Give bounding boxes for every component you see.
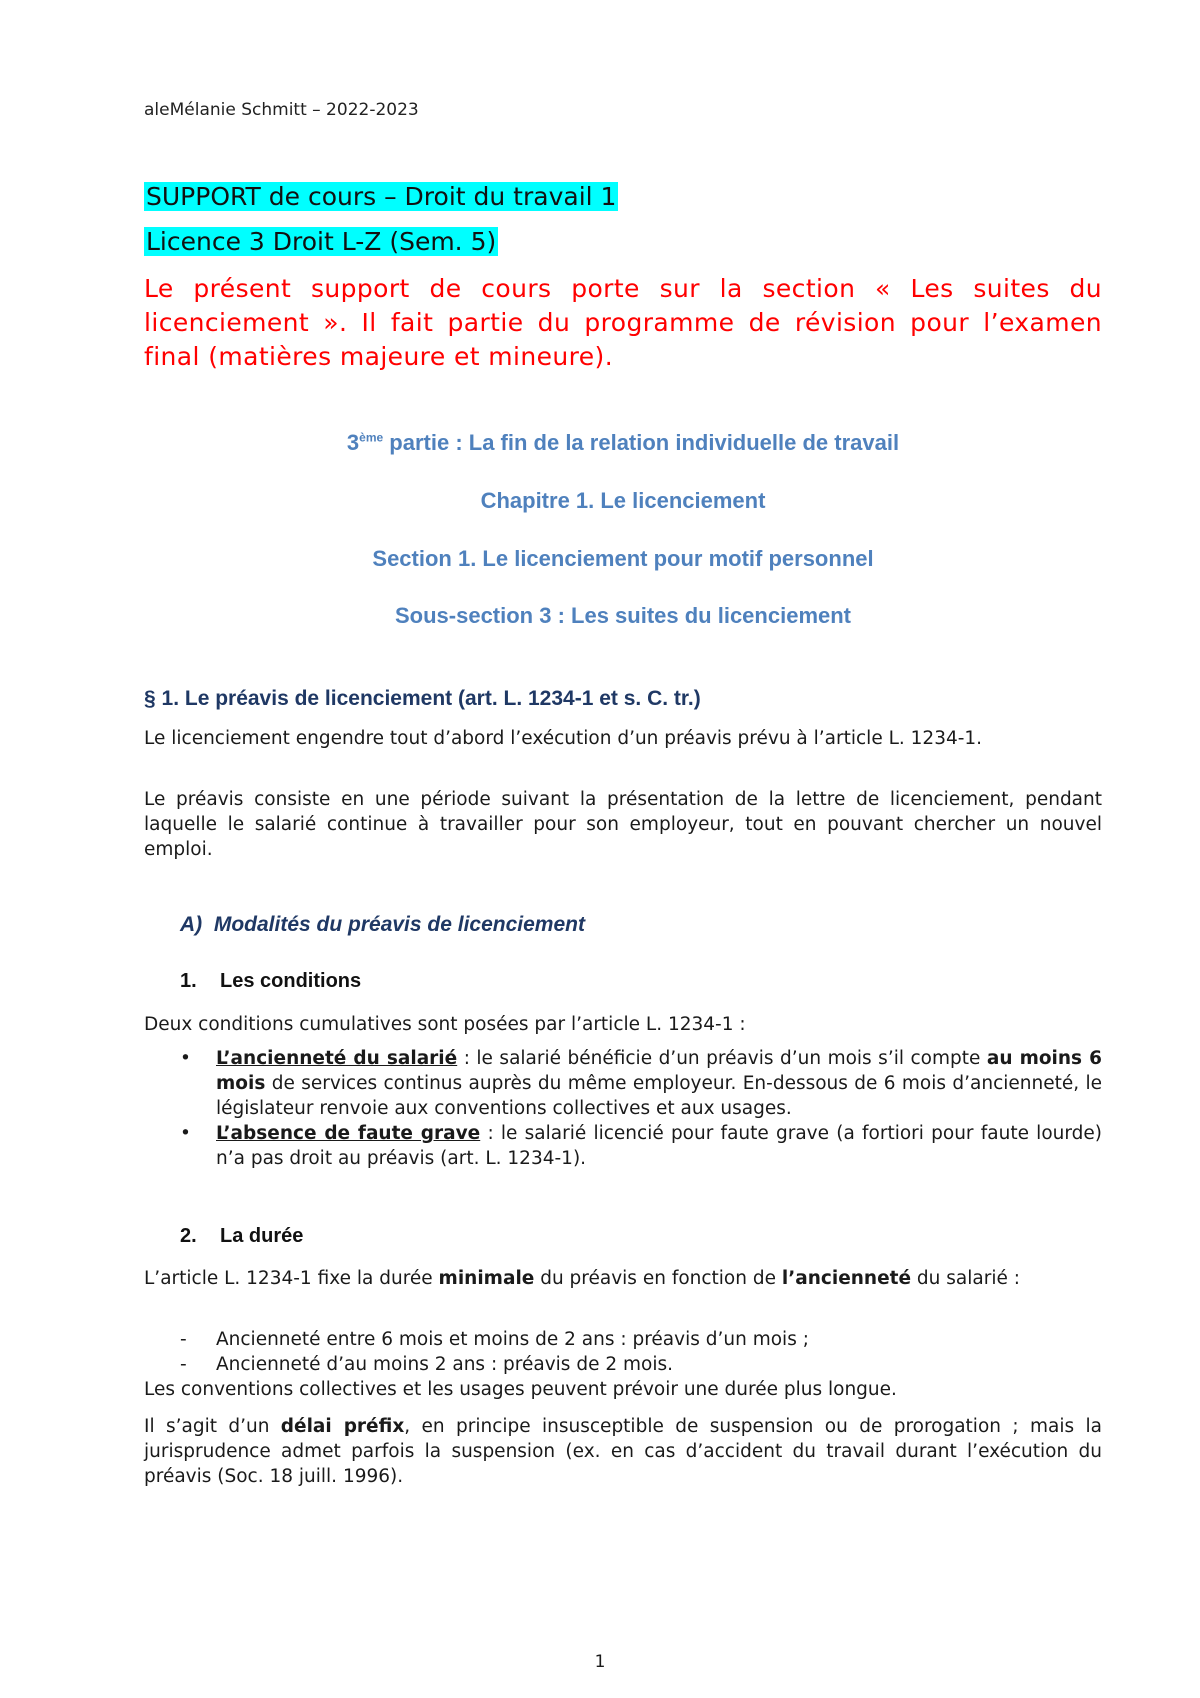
list-item (144, 1327, 1102, 1352)
dash-marker: - (180, 1354, 187, 1375)
dash-marker: - (180, 1329, 187, 1350)
section-heading: Section 1. Le licenciement pour motif personnel (372, 546, 874, 571)
duree-last-a: Il s’agit d’un (144, 1416, 281, 1437)
bullet1-bold: au moins 6 mois (216, 1048, 1102, 1094)
paragraph-heading: § 1. Le préavis de licenciement (art. L. 1234-1 et s. C. tr.) (144, 687, 701, 710)
bullet1-label: L’ancienneté du salarié (216, 1048, 458, 1069)
conditions-title: Les conditions (220, 970, 362, 992)
partie-number: 3 (346, 430, 360, 455)
section-a-title: Modalités du préavis de licenciement (213, 913, 585, 936)
duree-heading (180, 1225, 303, 1248)
duree-intro-a: L’article L. 1234-1 fixe la durée (144, 1268, 439, 1289)
bullet2-text: : le salarié licencié pour faute grave (a fortiori pour faute lourde) n’a pas droit au préavis (art. L. 1234-1). (216, 1123, 1102, 1169)
conditions-intro: Deux conditions cumulatives sont posées par l’article L. 1234-1 : (144, 1014, 746, 1035)
bullet-marker: • (180, 1123, 191, 1144)
notice-paragraph: Le présent support de cours porte sur la section « Les suites du licenciement ». Il fait partie du programme de révision pour l’examen final (matières majeure et mineure). (144, 274, 1102, 371)
duree-item1: Ancienneté entre 6 mois et moins de 2 ans : préavis d’un mois ; (216, 1329, 809, 1350)
section-a-heading (180, 913, 585, 937)
bullet1-text-a: : le salarié bénéficie d’un préavis d’un mois s’il compte (457, 1048, 987, 1069)
section-a-letter: A) (180, 913, 203, 936)
duree-last-paragraph (144, 1414, 1102, 1489)
course-title (144, 182, 618, 211)
duree-intro-bold1: minimale (438, 1268, 535, 1289)
duree-intro (144, 1266, 1102, 1291)
bullet-marker: • (180, 1048, 191, 1069)
duree-intro-bold2: l’ancienneté (781, 1268, 912, 1289)
duree-after: Les conventions collectives et les usages peuvent prévoir une durée plus longue. (144, 1379, 897, 1400)
course-subtitle-text: Licence 3 Droit L-Z (Sem. 5) (146, 227, 497, 256)
chapitre-heading: Chapitre 1. Le licenciement (480, 488, 766, 513)
intro-paragraph: Le licenciement engendre tout d’abord l’exécution d’un préavis prévu à l’article L. 1234-1. (144, 728, 983, 749)
conditions-heading (180, 970, 361, 993)
conditions-number: 1. (180, 970, 197, 992)
sous-section-heading: Sous-section 3 : Les suites du licenciement (394, 603, 852, 628)
duree-last-b: , en principe insusceptible de suspension ou de prorogation ; mais la jurisprudence admet parfois la suspension (ex. en cas d’accident du travail durant l’exécution du préavis (Soc. 18 juill. 1996). (144, 1416, 1102, 1487)
page-number: 1 (594, 1652, 606, 1672)
course-subtitle (144, 227, 498, 256)
course-title-text: SUPPORT de cours – Droit du travail 1 (146, 182, 617, 211)
list-item (144, 1121, 1102, 1171)
list-item (144, 1352, 1102, 1377)
duree-title: La durée (220, 1225, 304, 1247)
list-item (144, 1046, 1102, 1121)
duree-intro-c: du salarié : (911, 1268, 1020, 1289)
partie-heading (144, 430, 1102, 456)
conditions-list (144, 1046, 1102, 1171)
duree-item2: Ancienneté d’au moins 2 ans : préavis de 2 mois. (216, 1354, 673, 1375)
duree-list (144, 1327, 1102, 1377)
author-line: aleMélanie Schmitt – 2022-2023 (144, 100, 419, 120)
bullet1-text-b: de services continus auprès du même employeur. En-dessous de 6 mois d’ancienneté, le législateur renvoie aux conventions collectives et aux usages. (216, 1073, 1102, 1119)
duree-last-bold: délai préfix (280, 1416, 405, 1437)
definition-paragraph: Le préavis consiste en une période suivant la présentation de la lettre de licenciement, pendant laquelle le salarié continue à travailler pour son employeur, tout en pouvant chercher un nouvel emploi. (144, 789, 1102, 860)
bullet2-label: L’absence de faute grave (216, 1123, 481, 1144)
duree-intro-b: du préavis en fonction de (534, 1268, 782, 1289)
partie-title: partie : La fin de la relation individuelle de travail (383, 430, 900, 455)
partie-superscript: ème (359, 430, 384, 445)
duree-number: 2. (180, 1225, 197, 1247)
